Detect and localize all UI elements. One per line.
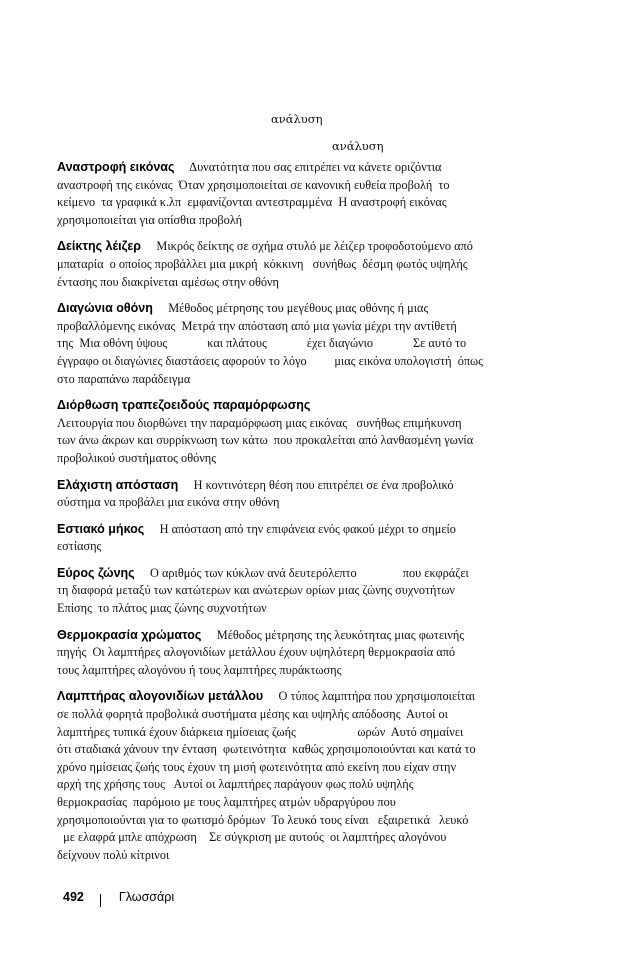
glossary-entry: [57, 397, 553, 467]
definition-text: αρχή της χρήσης τους Αυτοί οι λαμπτήρες παράγουν φως πολύ υψηλής: [57, 777, 414, 792]
glossary-entry: [57, 238, 553, 291]
entry-line: [57, 274, 553, 292]
definition-text: χρόνο ημίσειας ζωής τους έχουν τη μισή φωτεινότητα από εκείνη που είχαν στην: [57, 759, 457, 774]
glossary-entry: [57, 521, 553, 556]
glossary-term: Θερμοκρασία χρώματος: [57, 627, 202, 642]
definition-text: Δυνατότητα που σας επιτρέπει να κάνετε οριζόντια: [174, 160, 442, 174]
definition-text: λαμπτήρες τυπικά έχουν διάρκεια ημίσειας ζωής ωρών Αυτό σημαίνει: [57, 724, 464, 739]
entry-line: [57, 565, 553, 583]
entry-line: [57, 238, 553, 256]
entry-line: [57, 627, 553, 645]
page-footer: [63, 890, 174, 904]
glossary-term: Διόρθωση τραπεζοειδούς παραμόρφωσης: [57, 398, 311, 413]
entry-line: [57, 212, 553, 230]
definition-text: πηγής Οι λαμπτήρες αλογονιδίων μετάλλου έχουν υψηλότερη θερμοκρασία από: [57, 645, 456, 660]
entry-line: [57, 494, 553, 512]
definition-text: προβολικού συστήματος οθόνης: [57, 450, 217, 465]
entry-line: [57, 353, 553, 371]
entry-line: [57, 706, 553, 724]
glossary-entry: [57, 159, 553, 229]
entry-line: [57, 318, 553, 336]
entry-line: [57, 415, 553, 433]
glossary-entries: [57, 159, 553, 873]
definition-text: κείμενο τα γραφικά κ.λπ εμφανίζονται αντεστραμμένα Η αναστροφή εικόνας: [57, 195, 447, 210]
footer-separator: [100, 894, 101, 907]
entry-line: [57, 847, 553, 865]
entry-line: [57, 159, 553, 177]
definition-text: σύστημα να προβάλει μια εικόνα στην οθόνη: [57, 495, 280, 510]
definition-text: τη διαφορά μεταξύ των κατώτερων και ανώτερων ορίων μιας ζώνης συχνοτήτων: [57, 583, 455, 598]
definition-text: της Μια οθόνη ύψους και πλάτους έχει διαγώνιο Σε αυτό το: [57, 336, 467, 351]
entry-line: [57, 829, 553, 847]
entry-line: [57, 644, 553, 662]
definition-text: Ο αριθμός των κύκλων ανά δευτερόλεπτο που εκφράζει: [134, 565, 469, 580]
definition-text: Λειτουργία που διορθώνει την παραμόρφωση μιας εικόνας συνήθως επιμήκυνση: [57, 415, 462, 430]
header-word: ανάλυση: [271, 112, 323, 126]
definition-text: Μικρός δείκτης σε σχήμα στυλό με λέιζερ τροφοδοτούμενο από: [141, 239, 473, 254]
glossary-term: Αναστροφή εικόνας: [57, 160, 175, 174]
glossary-term: Διαγώνια οθόνη: [57, 301, 153, 316]
entry-line: [57, 812, 553, 830]
definition-text: θερμοκρασίας παρόμοιο με τους λαμπτήρες ατμών υδραργύρου που: [57, 795, 396, 809]
definition-text: Επίσης το πλάτος μιας ζώνης συχνοτήτων: [57, 601, 267, 616]
definition-text: με ελαφρά μπλε απόχρωση Σε σύγκριση με αυτούς οι λαμπτήρες αλογόνου: [57, 830, 447, 845]
entry-line: [57, 450, 553, 468]
entry-line: [57, 335, 553, 353]
definition-text: των άνω άκρων και συρρίκνωση των κάτω που προκαλείται από λανθασμένη γωνία: [57, 433, 474, 448]
definition-text: έντασης που διακρίνεται αμέσως στην οθόνη: [57, 274, 279, 289]
glossary-term: Ελάχιστη απόσταση: [57, 477, 179, 492]
glossary-entry: [57, 565, 553, 618]
definition-text: στο παραπάνω παράδειγμα: [57, 371, 191, 386]
definition-text: δείχνουν πολύ κίτρινοι: [57, 847, 170, 862]
entry-line: [57, 776, 553, 794]
entry-line: [57, 397, 553, 415]
definition-text: προβαλλόμενης εικόνας Μετρά την απόσταση από μια γωνία μέχρι την αντίθετή: [57, 318, 457, 333]
definition-text: Η κοντινότερη θέση που επιτρέπει σε ένα προβολικό: [178, 477, 454, 492]
entry-line: [57, 177, 553, 195]
glossary-entry: [57, 477, 553, 512]
glossary-entry: [57, 688, 553, 864]
definition-text: τους λαμπτήρες αλογόνου ή τους λαμπτήρες πυράκτωσης: [57, 662, 342, 677]
entry-line: [57, 432, 553, 450]
entry-line: [57, 538, 553, 556]
entry-line: [57, 662, 553, 680]
definition-text: χρησιμοποιείται για οπίσθια προβολή: [57, 212, 243, 227]
definition-text: μπαταρία ο οποίος προβάλλει μια μικρή κόκκινη συνήθως δέσμη φωτός υψηλής: [57, 256, 468, 271]
entry-line: [57, 256, 553, 274]
entry-line: [57, 477, 553, 495]
entry-line: [57, 371, 553, 389]
definition-text: αναστροφή της εικόνας Όταν χρησιμοποιείται σε κανονική ευθεία προβολή το: [57, 177, 450, 192]
entry-line: [57, 759, 553, 777]
entry-line: [57, 724, 553, 742]
entry-line: [57, 194, 553, 212]
entry-line: [57, 600, 553, 618]
entry-line: [57, 688, 553, 706]
page-number: 492: [63, 890, 84, 904]
glossary-entry: [57, 300, 553, 388]
entry-line: [57, 794, 553, 812]
header-word: ανάλυση: [332, 139, 384, 153]
definition-text: Μέθοδος μέτρησης της λευκότητας μιας φωτεινής: [201, 627, 465, 642]
definition-text: εστίασης: [57, 539, 102, 554]
definition-text: Μέθοδος μέτρησης του μεγέθους μιας οθόνης ή μιας: [152, 301, 429, 316]
glossary-term: Εστιακό μήκος: [57, 521, 145, 536]
definition-text: χρησιμοποιούνται για το φωτισμό δρόμων Το λευκό τους είναι εξαιρετικά λευκό: [57, 812, 469, 827]
footer-section: Γλωσσάρι: [118, 890, 175, 904]
definition-text: Η απόσταση από την επιφάνεια ενός φακού μέχρι το σημείο: [144, 521, 456, 536]
entry-line: [57, 521, 553, 539]
glossary-term: Εύρος ζώνης: [57, 565, 135, 580]
entry-line: [57, 300, 553, 318]
entry-line: [57, 741, 553, 759]
definition-text: έγγραφο οι διαγώνιες διαστάσεις αφορούν το λόγο μιας εικόνα υπολογιστή όπως: [57, 353, 484, 368]
glossary-term: Λαμπτήρας αλογονιδίων μετάλλου: [57, 689, 264, 704]
entry-line: [57, 582, 553, 600]
definition-text: σε πολλά φορητά προβολικά συστήματα μέσης και υψηλής απόδοσης Αυτοί οι: [57, 707, 448, 722]
glossary-entry: [57, 627, 553, 680]
definition-text: ότι σταδιακά χάνουν την ένταση φωτεινότητα καθώς χρησιμοποιούνται και κατά το: [57, 742, 476, 757]
definition-text: Ο τύπος λαμπτήρα που χρησιμοποιείται: [263, 689, 476, 704]
glossary-term: Δείκτης λέιζερ: [57, 239, 142, 254]
